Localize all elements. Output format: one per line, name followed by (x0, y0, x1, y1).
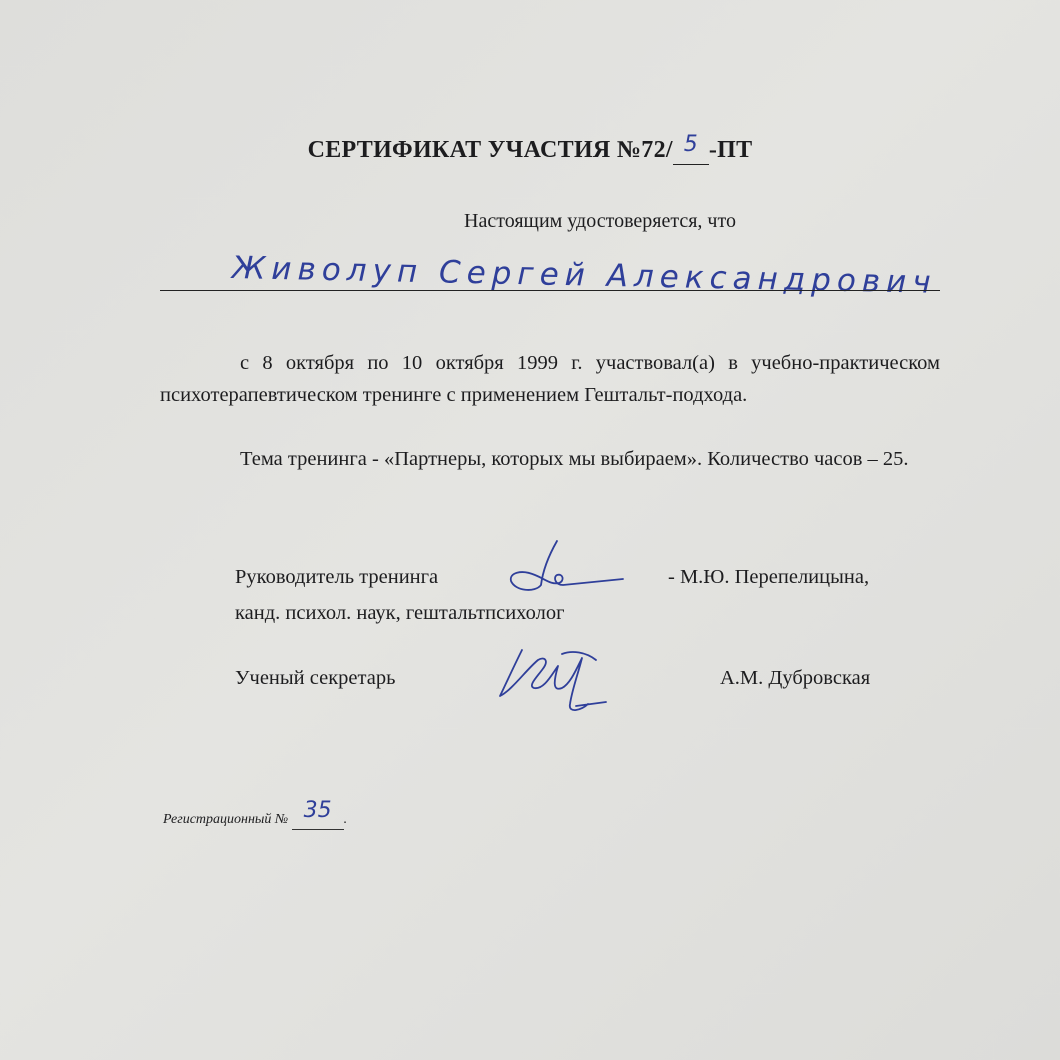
registration-label: Регистрационный № (163, 812, 289, 827)
title-prefix: СЕРТИФИКАТ УЧАСТИЯ №72/ (307, 137, 673, 163)
registration-line (163, 798, 348, 830)
secretary-name: А.М. Дубровская (720, 667, 871, 689)
leader-signature-icon (505, 535, 635, 605)
name-underline (160, 290, 940, 291)
registration-suffix: . (343, 812, 348, 827)
certificate-title (0, 132, 1060, 165)
topic-paragraph: Тема тренинга - «Партнеры, которых мы выбираем». Количество часов – 25. (240, 448, 909, 470)
leader-role: Руководитель тренинга (235, 566, 439, 588)
leader-name: - М.Ю. Перепелицына, (668, 566, 870, 588)
intro-text: Настоящим удостоверяется, что (464, 210, 736, 232)
title-number: 5 (683, 132, 698, 157)
participant-name: Живолуп Сергей Александрович (231, 250, 937, 301)
participation-paragraph: с 8 октября по 10 октября 1999 г. участвовал(а) в учебно-практическом психотерапевтическом тренинге с применением Гештальт-подхода. (160, 352, 940, 406)
registration-number: 35 (303, 798, 332, 823)
title-suffix: -ПТ (708, 137, 753, 163)
leader-degree: канд. психол. наук, гештальтпсихолог (235, 602, 565, 624)
registration-number-field (292, 798, 344, 830)
secretary-role: Ученый секретарь (235, 667, 396, 689)
title-number-field (673, 132, 709, 165)
secretary-signature-icon (492, 630, 617, 720)
